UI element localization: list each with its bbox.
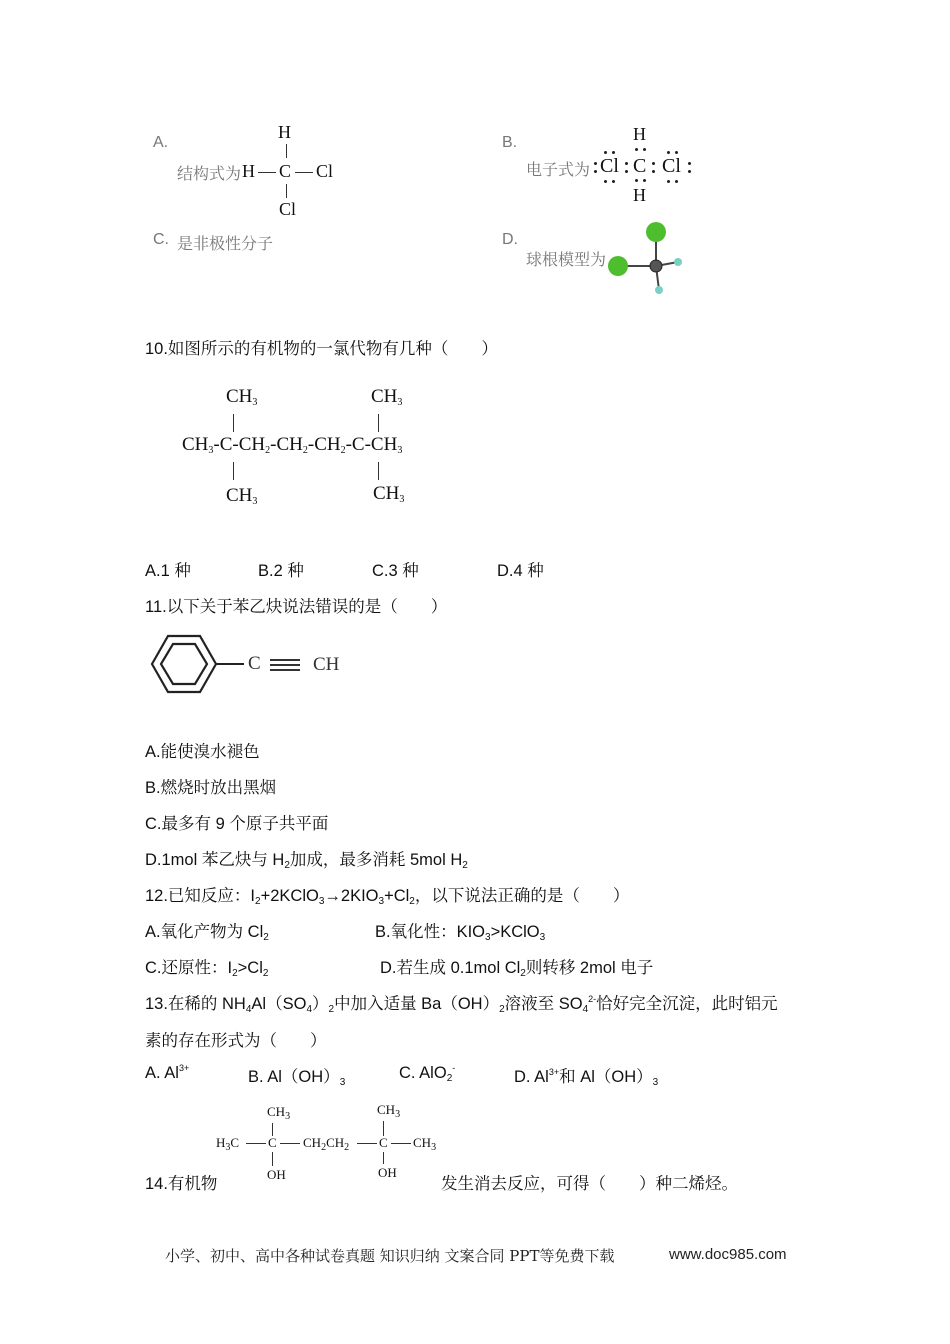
structural-formula-ch2cl2 <box>238 122 348 222</box>
footer-text: 小学、初中、高中各种试卷真题 知识归纳 文案合同 PPT等免费下载 <box>165 1247 615 1265</box>
cl-atom-ball <box>646 222 666 242</box>
option-b-text: 电子式为 <box>526 162 591 179</box>
q14-structural-formula: $CH_3$ $CH_3$ $H_3C$ C $CH_2CH_2$ C $CH_3$ OH OH <box>216 1102 437 1182</box>
atom-h-top: H <box>633 124 646 144</box>
question-10-stem: 10.如图所示的有机物的一氯代物有几种（ ） <box>145 340 498 358</box>
q13-option-a: A. $Al^{3+}$ <box>145 1063 190 1082</box>
option-d-label: D. <box>502 231 518 248</box>
option-c-label: C. <box>153 231 169 248</box>
question-14-suffix: 发生消去反应，可得（ ）种二烯烃。 <box>441 1175 738 1193</box>
option-a-label: A. <box>153 134 169 151</box>
benzene-ring <box>148 632 258 696</box>
question-11-stem: 11.以下关于苯乙炔说法错误的是（ ） <box>145 598 448 616</box>
q10-option-d: D.4 种 <box>497 562 544 580</box>
atom-cl-bottom: Cl <box>279 199 297 219</box>
option-a-text: 结构式为 <box>177 166 242 183</box>
bond-bottom <box>286 184 287 198</box>
q12-option-a: A.氧化产物为 $Cl_2$ <box>145 923 269 943</box>
atom-h-left: H <box>242 161 255 181</box>
question-13-stem-line1: 13.在稀的 $NH_4Al(SO_4)_2$中加入适量 $Ba(OH)_2$溶液至 $SO_4^{2-}$恰好完全沉淀，此时铝元 <box>145 994 778 1015</box>
alkyne-carbon-c: C <box>248 653 261 674</box>
option-c-text: 是非极性分子 <box>177 236 274 253</box>
q10-structural-formula: $CH_3$ $CH_3$ $CH_3-C-CH_2-CH_2-CH_2-C-CH_3$ $CH_3$ $CH_3$ <box>182 386 405 507</box>
bond-left <box>258 172 276 173</box>
q12-option-d: D.若生成 0.1mol $Cl_2$则转移 2mol 电子 <box>380 959 654 979</box>
ball-and-stick-model <box>600 214 695 300</box>
electron-formula-ch2cl2 <box>592 124 702 206</box>
bond-top <box>286 144 287 158</box>
atom-c: C <box>633 155 647 177</box>
q11-option-d: D.1mol 苯乙炔与 $H_2$加成，最多消耗 5mol $H_2$ <box>145 851 468 871</box>
option-b-label: B. <box>502 134 518 151</box>
q13-option-d: D. $Al^{3+}$和 $Al(OH)_3$ <box>514 1067 659 1088</box>
atom-cl-right: Cl <box>662 155 681 177</box>
atom-h-top: H <box>278 122 291 142</box>
q12-option-b: B.氧化性：$KIO_3>KClO_3$ <box>375 923 546 943</box>
c-atom-ball <box>650 260 662 272</box>
atom-cl-left: Cl <box>600 155 619 177</box>
h-atom-ball <box>655 286 663 294</box>
q13-option-b: B. $Al(OH)_3$ <box>248 1068 346 1088</box>
question-13-stem-line2: 素的存在形式为（ ） <box>145 1032 327 1050</box>
alkyne-carbon-ch: CH <box>313 654 340 675</box>
triple-bond <box>270 659 300 673</box>
q10-option-c: C.3 种 <box>372 562 419 580</box>
q11-option-b: B.燃烧时放出黑烟 <box>145 779 277 797</box>
cl-atom-ball <box>608 256 628 276</box>
bond-right <box>295 172 313 173</box>
h-atom-ball <box>674 258 682 266</box>
atom-cl-right: Cl <box>316 161 334 181</box>
q11-option-c: C.最多有 9 个原子共平面 <box>145 815 329 833</box>
atom-c: C <box>279 161 292 181</box>
q11-option-a: A.能使溴水褪色 <box>145 743 260 761</box>
q10-option-b: B.2 种 <box>258 562 304 580</box>
q13-option-c: C. AlO$_2$- <box>399 1063 456 1084</box>
q10-option-a: A.1 种 <box>145 562 191 580</box>
question-12-stem: 12.已知反应：$I_2+2KClO_3\to 2KIO_3+Cl_2$，以下说法正确的是（ ） <box>145 887 630 907</box>
option-d-text: 球根模型为 <box>526 252 607 269</box>
atom-h-bottom: H <box>633 185 646 205</box>
footer-url[interactable]: www.doc985.com <box>669 1246 787 1263</box>
q12-option-c: C.还原性：$I_2>Cl_2$ <box>145 959 269 979</box>
question-14-prefix: 14.有机物 <box>145 1175 218 1193</box>
